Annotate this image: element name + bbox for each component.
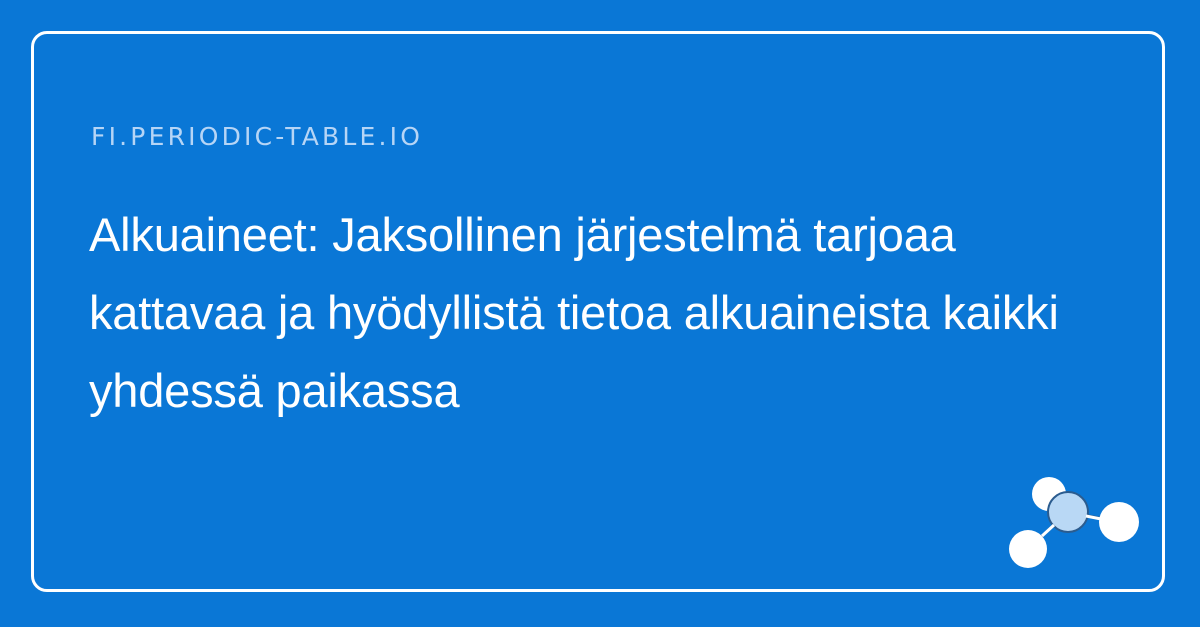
atom-right <box>1099 502 1139 542</box>
site-domain: FI.PERIODIC-TABLE.IO <box>91 122 424 151</box>
page-headline: Alkuaineet: Jaksollinen järjestelmä tarjoaa kattavaa ja hyödyllistä tietoa alkuaineista kaikki yhdessä paikassa <box>89 208 1059 417</box>
atom-bottom-left <box>1009 530 1047 568</box>
molecule-icon <box>1000 470 1160 580</box>
